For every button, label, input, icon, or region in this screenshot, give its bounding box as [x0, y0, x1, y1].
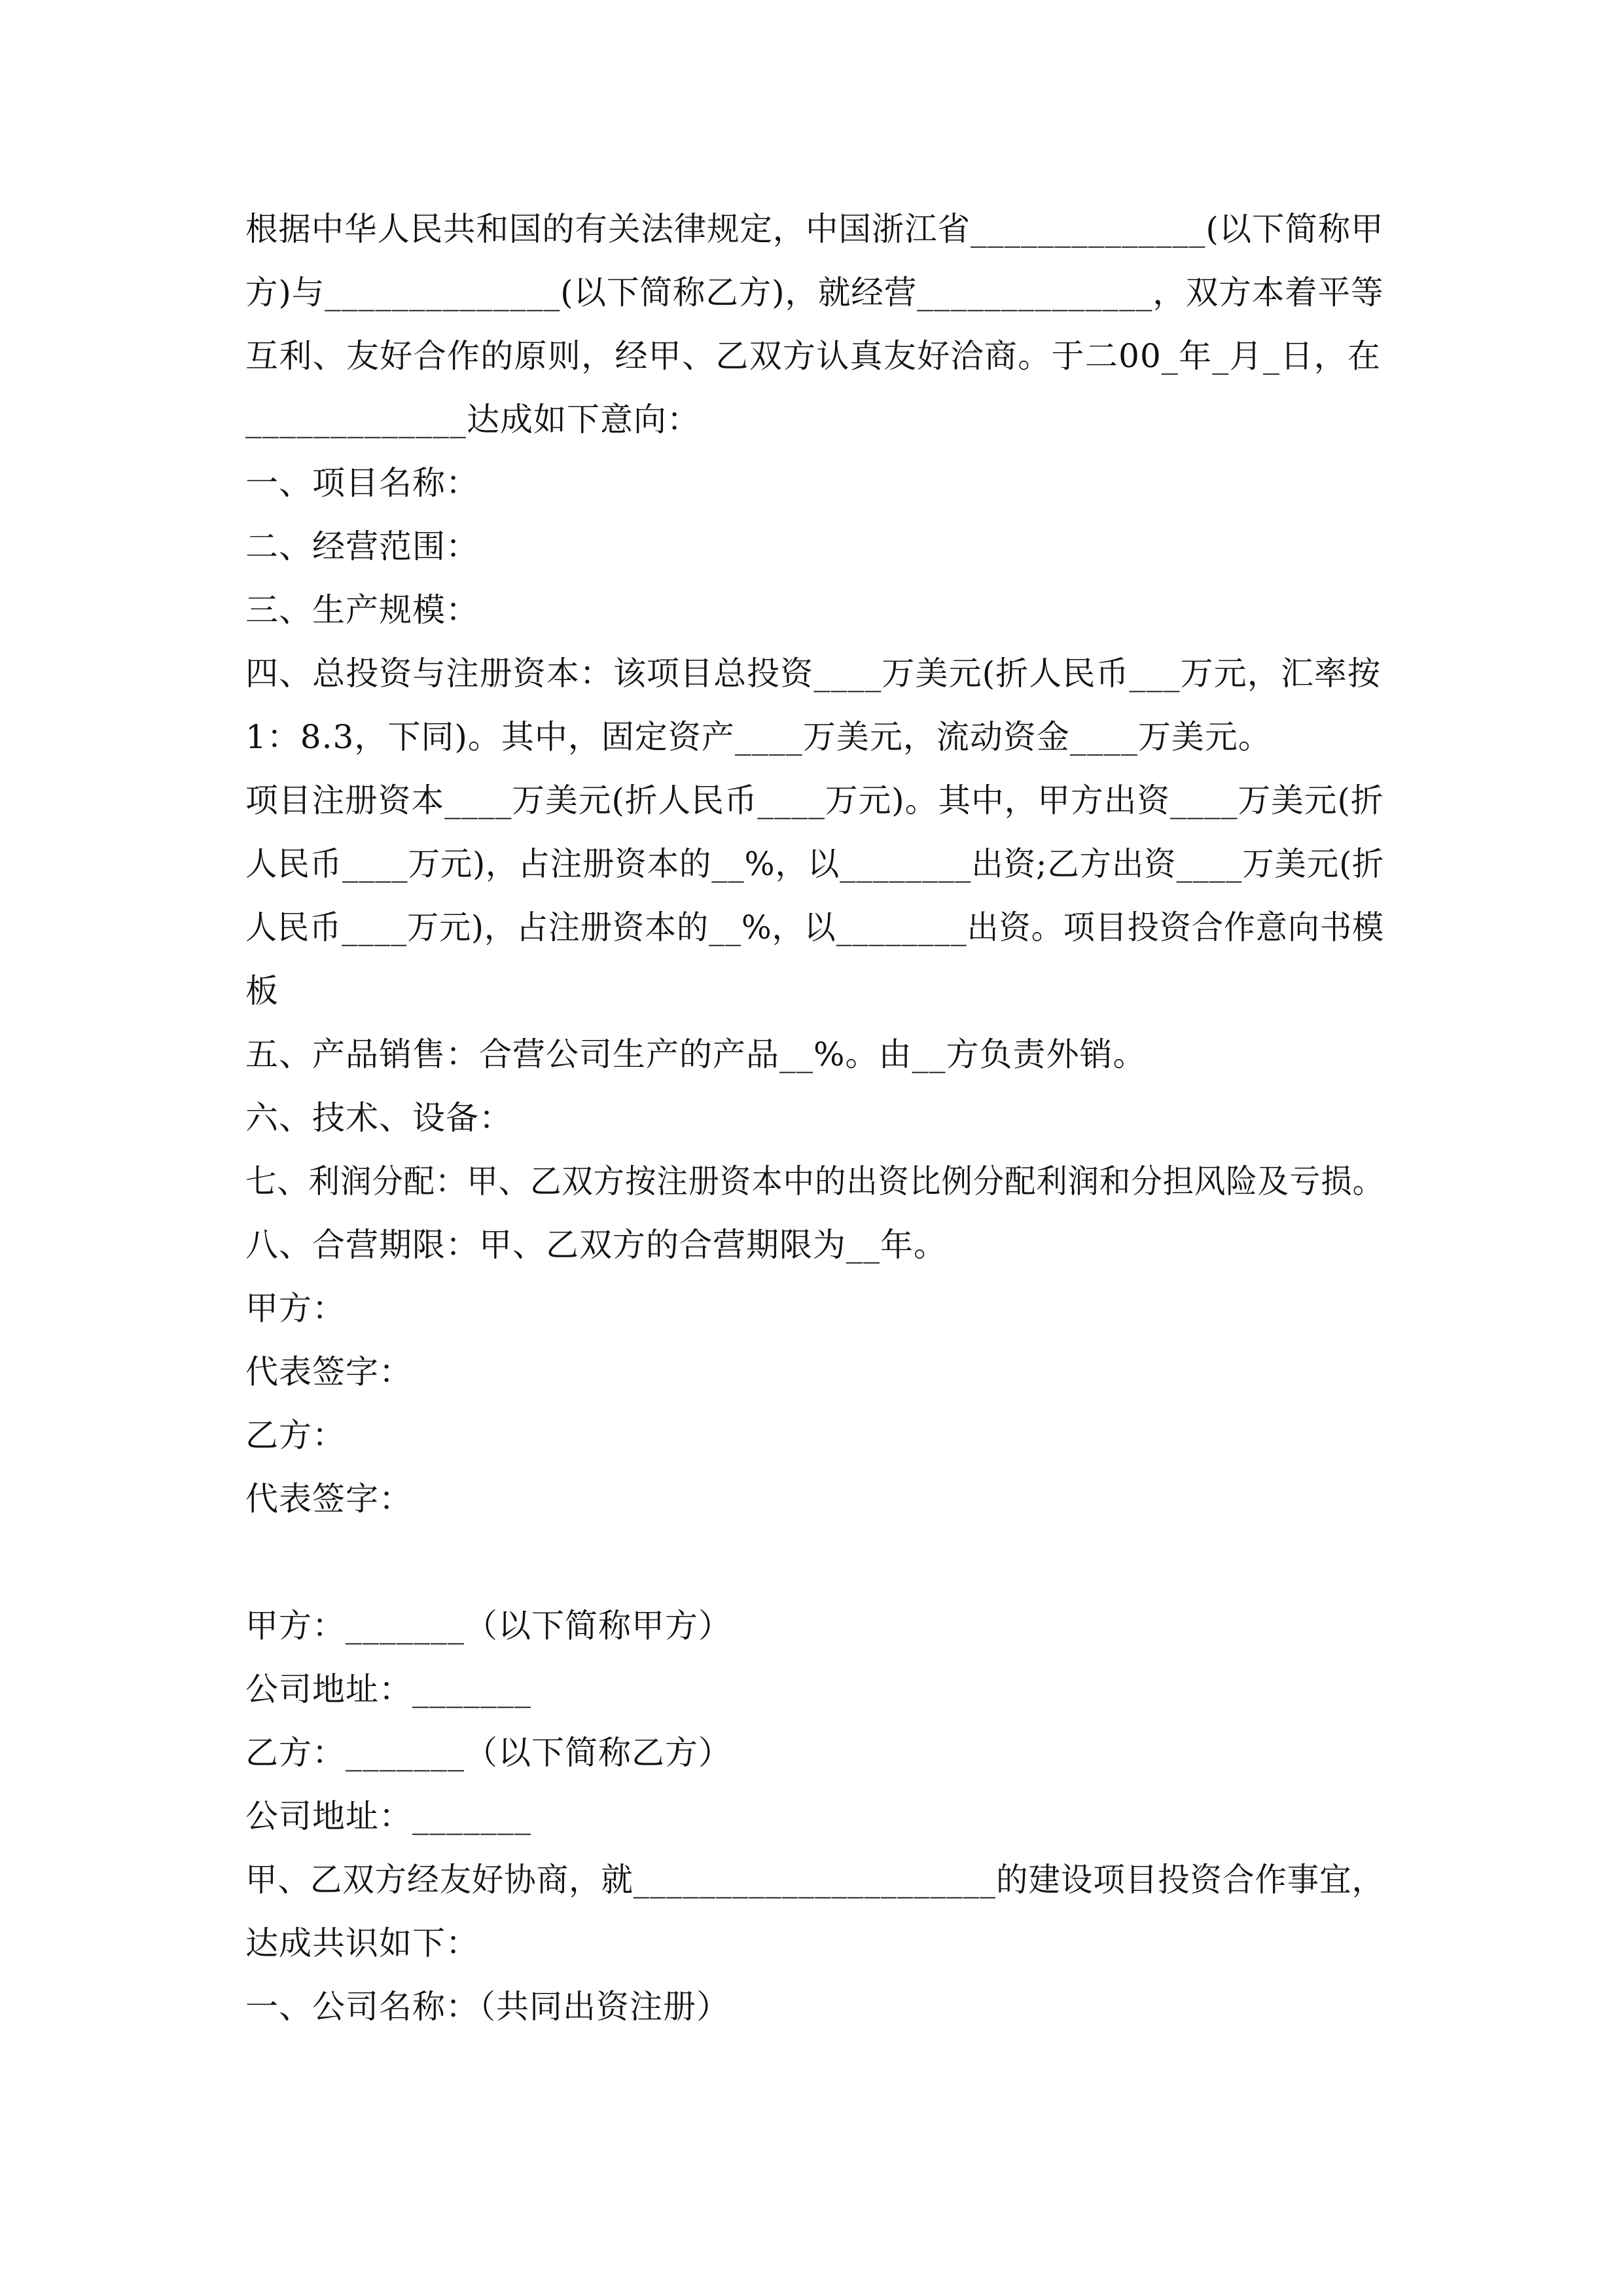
registered-capital-line-2: 人民币____万元)，占注册资本的__%，以________出资;乙方出资____万美元(折	[245, 845, 1385, 883]
paragraph-intro-line-2: 方)与______________(以下简称乙方)，就经营______________，双方本着平等	[245, 274, 1384, 312]
registered-capital-line-4: 板	[245, 972, 279, 1010]
party-a-signature-label: 代表签字：	[245, 1353, 412, 1391]
party-a-name-line: 甲方：_______（以下简称甲方）	[245, 1607, 732, 1645]
item-production-scale: 三、生产规模：	[245, 591, 479, 629]
paragraph-intro-line-1: 根据中华人民共和国的有关法律规定，中国浙江省______________(以下简称甲	[245, 210, 1384, 248]
item-project-name: 一、项目名称：	[245, 464, 479, 502]
paragraph-intro-line-3: 互利、友好合作的原则，经甲、乙双方认真友好洽商。于二00_年_月_日，在	[245, 337, 1381, 375]
registered-capital-line-3: 人民币____万元)，占注册资本的__%，以________出资。项目投资合作意向书模	[245, 908, 1385, 946]
party-a-address-line: 公司地址：_______	[245, 1670, 531, 1708]
party-b-signature-label: 代表签字：	[245, 1480, 412, 1518]
party-b-label: 乙方：	[245, 1416, 346, 1454]
consensus-paragraph-line-1: 甲、乙双方经友好协商，就______________________的建设项目投资合作事宜，	[245, 1861, 1384, 1899]
item-business-scope: 二、经营范围：	[245, 528, 479, 565]
item-profit-distribution: 七、利润分配：甲、乙双方按注册资本中的出资比例分配利润和分担风险及亏损。	[245, 1162, 1384, 1200]
party-b-address-line: 公司地址：_______	[245, 1797, 531, 1835]
paragraph-intro-line-4: _____________达成如下意向：	[245, 401, 700, 439]
item-joint-venture-term: 八、合营期限：甲、乙双方的合营期限为__年。	[245, 1226, 947, 1264]
item-technology-equipment: 六、技术、设备：	[245, 1099, 512, 1137]
party-a-label: 甲方：	[245, 1289, 346, 1327]
item-company-name: 一、公司名称：（共同出资注册）	[245, 1988, 730, 2026]
item-investment-line-2: 1：8.3，下同)。其中，固定资产____万美元，流动资金____万美元。	[245, 718, 1272, 756]
item-investment-line-1: 四、总投资与注册资本：该项目总投资____万美元(折人民币___万元，汇率按	[245, 655, 1381, 692]
registered-capital-line-1: 项目注册资本____万美元(折人民币____万元)。其中，甲方出资____万美元(折	[245, 781, 1384, 819]
party-b-name-line: 乙方：_______（以下简称乙方）	[245, 1734, 732, 1772]
consensus-paragraph-line-2: 达成共识如下：	[245, 1924, 479, 1962]
item-product-sales: 五、产品销售：合营公司生产的产品__%。由__方负责外销。	[245, 1035, 1147, 1073]
